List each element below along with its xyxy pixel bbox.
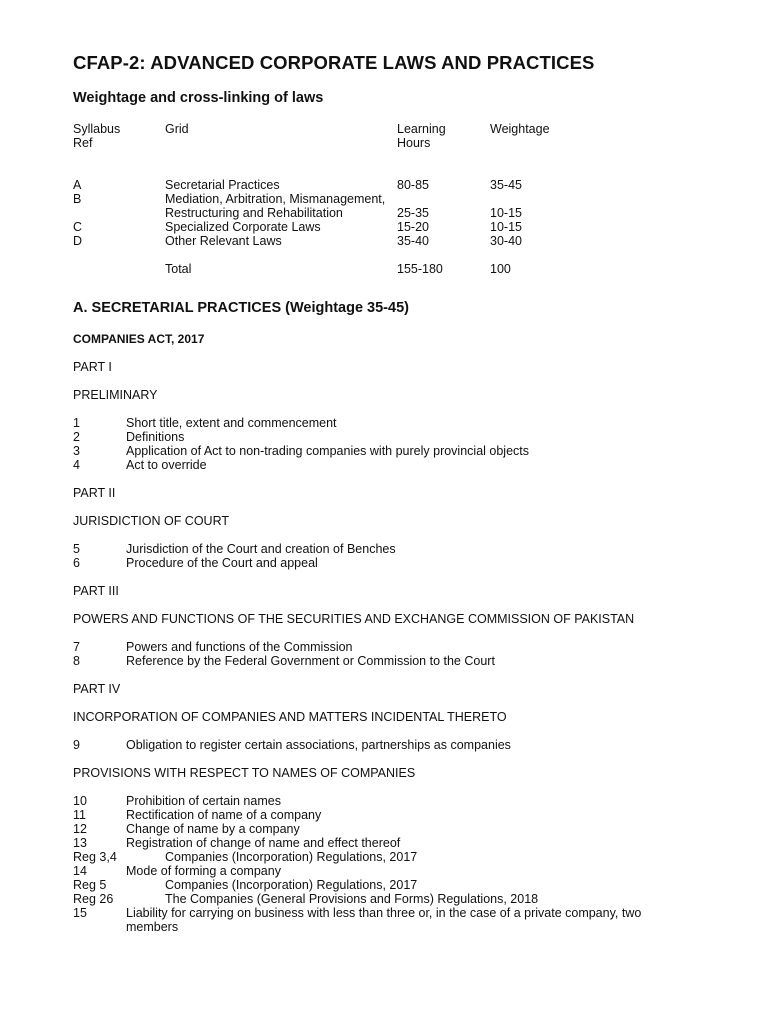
section-number: 3 xyxy=(73,444,80,458)
grid-label: Specialized Corporate Laws xyxy=(165,220,321,234)
part-heading: JURISDICTION OF COURT xyxy=(73,514,230,528)
grid-label: Restructuring and Rehabilitation xyxy=(165,206,343,220)
grid-label: Other Relevant Laws xyxy=(165,234,282,248)
regulation-number: Reg 26 xyxy=(73,892,114,906)
section-description: Mode of forming a company xyxy=(126,864,281,878)
grid-total-hours: 155-180 xyxy=(397,262,443,276)
regulation-description: Companies (Incorporation) Regulations, 2017 xyxy=(165,878,418,892)
part-label: PART III xyxy=(73,584,119,598)
document-subtitle: Weightage and cross-linking of laws xyxy=(73,90,324,106)
grid-ref: C xyxy=(73,220,83,234)
grid-label: Secretarial Practices xyxy=(165,178,280,192)
section-description: Definitions xyxy=(126,430,185,444)
section-number: 6 xyxy=(73,556,80,570)
grid-weight: 35-45 xyxy=(490,178,522,192)
section-number: 10 xyxy=(73,794,87,808)
regulation-description: Companies (Incorporation) Regulations, 2017 xyxy=(165,850,418,864)
grid-header-grid: Grid xyxy=(165,122,189,136)
section-number: 14 xyxy=(73,864,87,878)
grid-header-ref: Syllabus xyxy=(73,122,121,136)
section-description: Liability for carrying on business with less than three or, in the case of a private company, two members xyxy=(126,906,642,934)
regulation-number: Reg 3,4 xyxy=(73,850,117,864)
grid-header-ref-2: Ref xyxy=(73,136,93,150)
grid-weight: 30-40 xyxy=(490,234,522,248)
part-label: PART I xyxy=(73,360,112,374)
section-description: Obligation to register certain associations, partnerships as companies xyxy=(126,738,511,752)
act-title: COMPANIES ACT, 2017 xyxy=(73,332,205,346)
grid-weight: 10-15 xyxy=(490,220,522,234)
section-description: Short title, extent and commencement xyxy=(126,416,337,430)
grid-header-weightage: Weightage xyxy=(490,122,550,136)
grid-ref: D xyxy=(73,234,83,248)
grid-hours: 80-85 xyxy=(397,178,429,192)
grid-header-hours-2: Hours xyxy=(397,136,431,150)
document-title: CFAP-2: ADVANCED CORPORATE LAWS AND PRACTICES xyxy=(73,52,595,73)
grid-label: Mediation, Arbitration, Mismanagement, xyxy=(165,192,386,206)
section-number: 2 xyxy=(73,430,80,444)
section-number: 12 xyxy=(73,822,87,836)
part-label: PART IV xyxy=(73,682,121,696)
section-description: Registration of change of name and effect thereof xyxy=(126,836,401,850)
section-number: 8 xyxy=(73,654,80,668)
grid-total-label: Total xyxy=(165,262,192,276)
section-description: Reference by the Federal Government or Commission to the Court xyxy=(126,654,495,668)
names-heading: PROVISIONS WITH RESPECT TO NAMES OF COMPANIES xyxy=(73,766,416,780)
section-description: Prohibition of certain names xyxy=(126,794,281,808)
part-heading: POWERS AND FUNCTIONS OF THE SECURITIES AND EXCHANGE COMMISSION OF PAKISTAN xyxy=(73,612,635,626)
part-heading: INCORPORATION OF COMPANIES AND MATTERS INCIDENTAL THERETO xyxy=(73,710,507,724)
section-a-title: A. SECRETARIAL PRACTICES (Weightage 35-45) xyxy=(73,300,409,316)
section-description: Rectification of name of a company xyxy=(126,808,322,822)
section-description: Procedure of the Court and appeal xyxy=(126,556,318,570)
section-number: 7 xyxy=(73,640,80,654)
part-label: PART II xyxy=(73,486,116,500)
grid-hours: 35-40 xyxy=(397,234,429,248)
grid-ref: A xyxy=(73,178,82,192)
section-description: Change of name by a company xyxy=(126,822,300,836)
part-heading: PRELIMINARY xyxy=(73,388,158,402)
grid-header-hours: Learning xyxy=(397,122,446,136)
grid-hours: 15-20 xyxy=(397,220,429,234)
section-description: Act to override xyxy=(126,458,207,472)
section-number: 11 xyxy=(73,808,86,822)
section-description: Powers and functions of the Commission xyxy=(126,640,353,654)
grid-ref: B xyxy=(73,192,82,206)
grid-hours: 25-35 xyxy=(397,206,429,220)
section-number: 9 xyxy=(73,738,80,752)
regulation-description: The Companies (General Provisions and Forms) Regulations, 2018 xyxy=(165,892,539,906)
section-number: 15 xyxy=(73,906,87,920)
regulation-number: Reg 5 xyxy=(73,878,107,892)
section-number: 4 xyxy=(73,458,80,472)
section-number: 1 xyxy=(73,416,80,430)
section-number: 5 xyxy=(73,542,80,556)
section-description: Jurisdiction of the Court and creation of Benches xyxy=(126,542,396,556)
section-description: Application of Act to non-trading companies with purely provincial objects xyxy=(126,444,529,458)
grid-total-weight: 100 xyxy=(490,262,511,276)
grid-weight: 10-15 xyxy=(490,206,522,220)
section-number: 13 xyxy=(73,836,87,850)
